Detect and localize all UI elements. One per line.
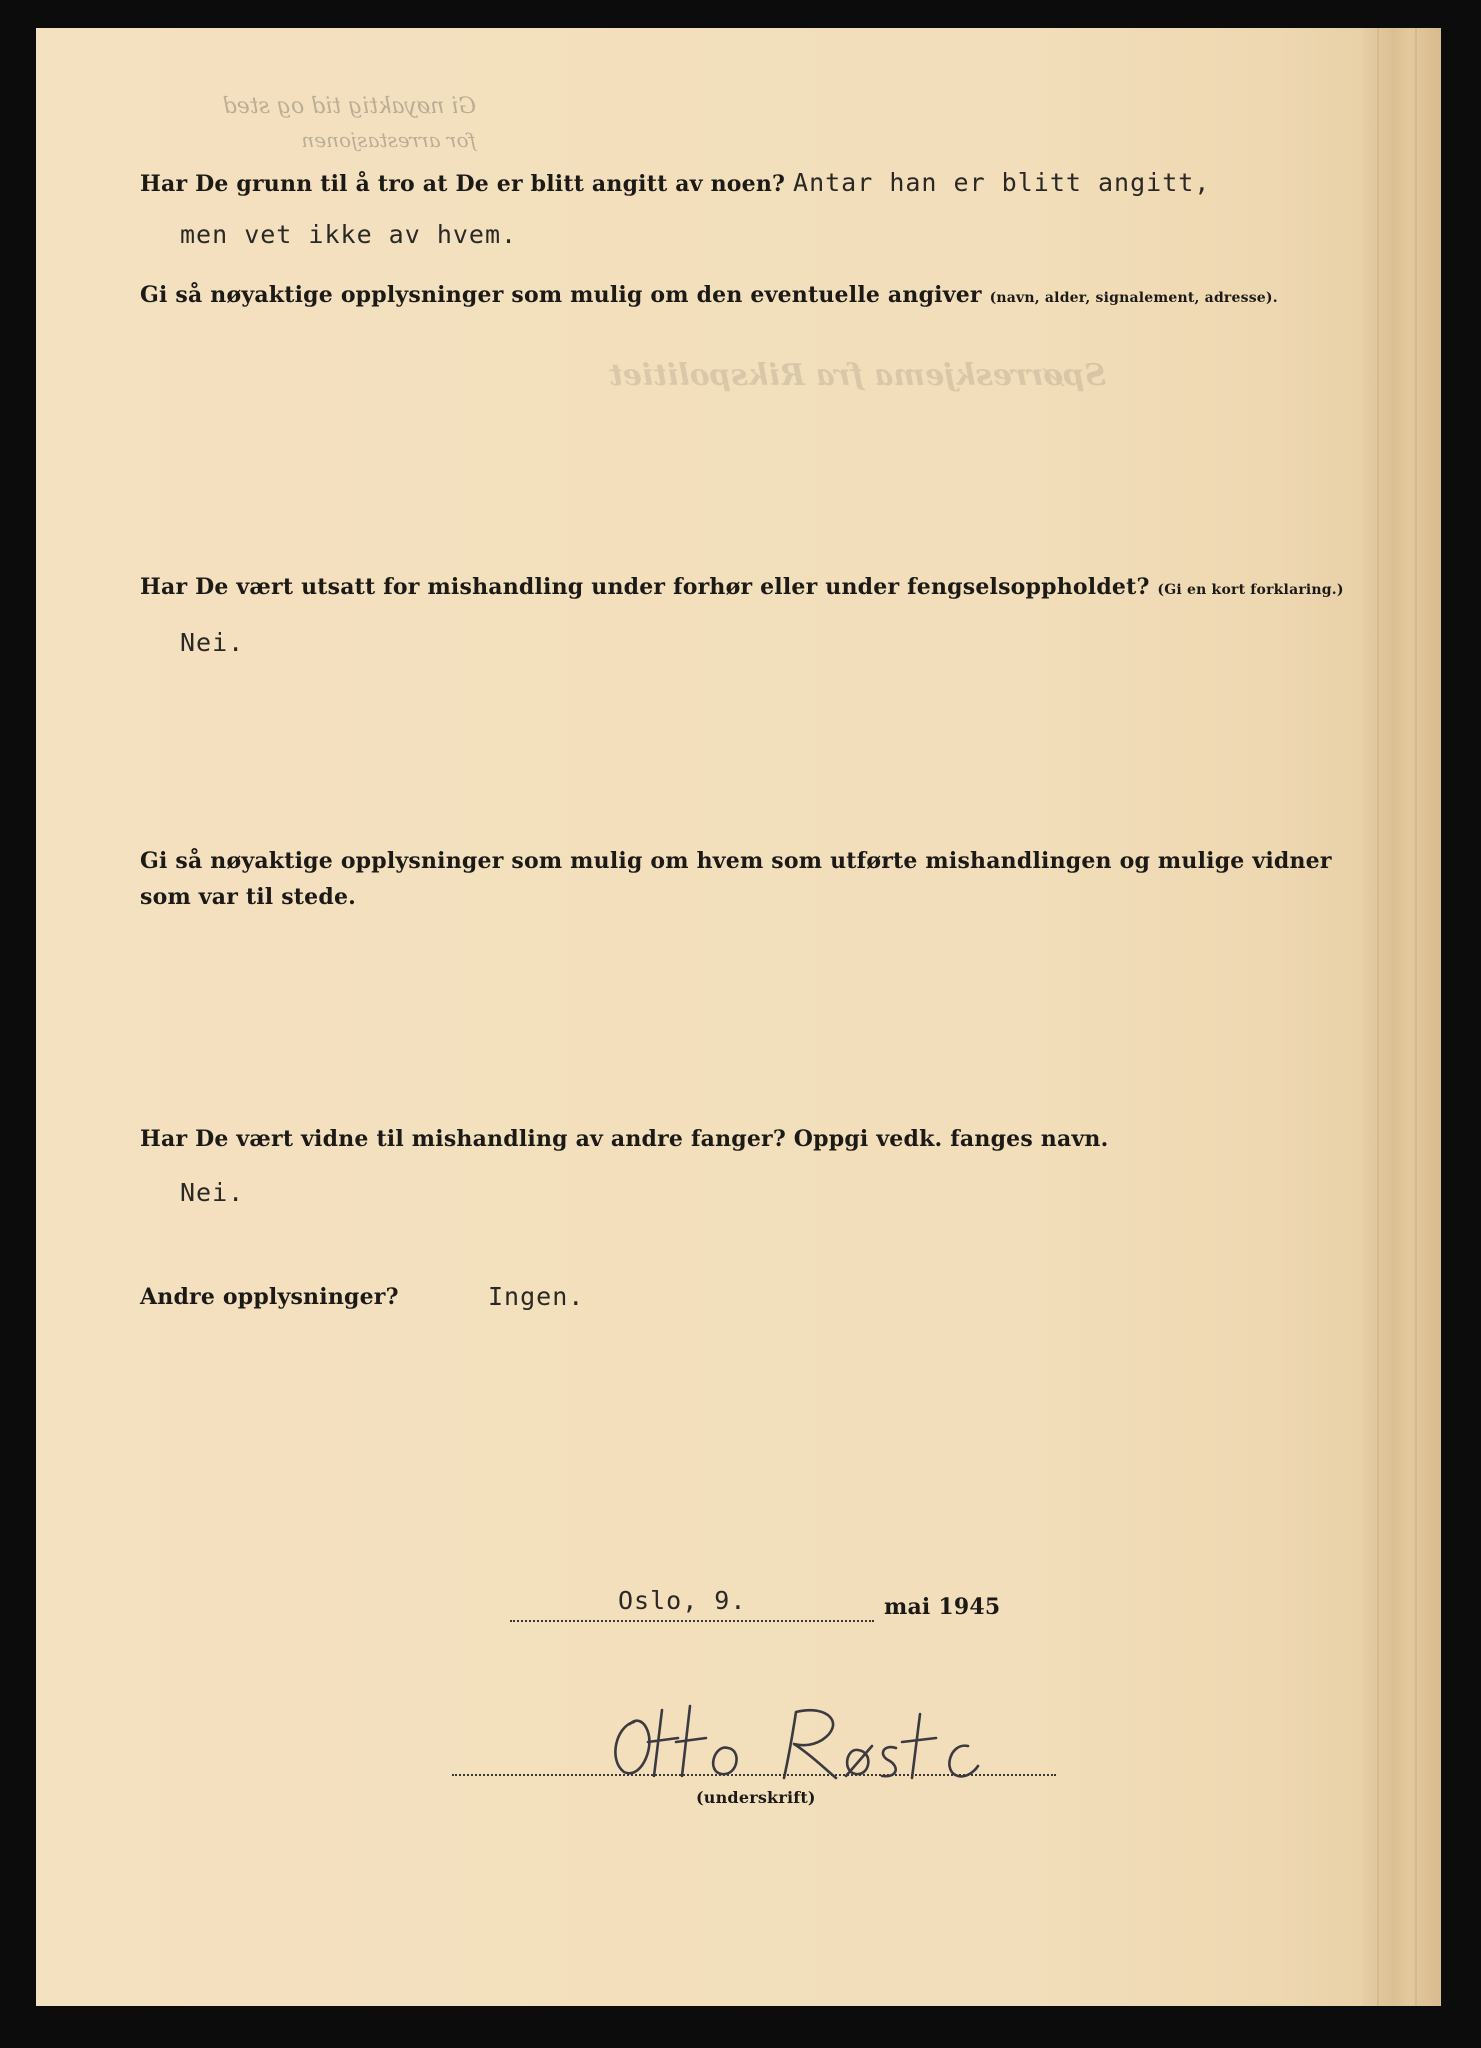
question-informant-details <box>140 282 1278 308</box>
question-other-info: Andre opplysninger? <box>140 1284 399 1310</box>
bleed-through-title: Spørreskjema fra Rikspolitiet <box>608 358 1106 393</box>
signature-dotted-line <box>452 1774 1056 1776</box>
page-edge-line <box>1415 28 1417 2006</box>
answer-denounced-line2: men vet ikke av hvem. <box>180 220 518 249</box>
question-hint: (navn, alder, signalement, adresse). <box>989 290 1278 306</box>
date-place-day: Oslo, 9. <box>618 1586 747 1615</box>
bleed-through-text: Gi nøyaktig tid og sted <box>222 94 476 119</box>
answer-denounced-line1: Antar han er blitt angitt, <box>793 168 1211 197</box>
answer-mistreatment: Nei. <box>180 628 245 657</box>
signature-caption: (underskrift) <box>696 1788 816 1807</box>
question-text: Har De vært utsatt for mishandling under forhør eller under fengselsoppholdet? <box>140 574 1150 600</box>
date-month-year: mai 1945 <box>884 1594 1001 1620</box>
page-edge-line <box>1377 28 1379 2006</box>
question-denounced <box>140 168 1210 197</box>
page-edge-shadow <box>1363 28 1441 2006</box>
question-witness: Har De vært vidne til mishandling av andre fanger? Oppgi vedk. fanges navn. <box>140 1126 1109 1152</box>
answer-other-info: Ingen. <box>488 1282 585 1311</box>
date-dotted-line <box>510 1620 874 1622</box>
document-page <box>36 28 1441 2006</box>
question-perpetrators-line2: som var til stede. <box>140 884 357 910</box>
question-text: Gi så nøyaktige opplysninger som mulig om den eventuelle angiver <box>140 282 982 308</box>
answer-witness: Nei. <box>180 1178 245 1207</box>
question-text: Har De grunn til å tro at De er blitt angitt av noen? <box>140 171 786 197</box>
bleed-through-text: for arrestasjonen <box>301 128 476 152</box>
question-mistreatment <box>140 574 1344 600</box>
question-perpetrators-line1: Gi så nøyaktige opplysninger som mulig om hvem som utførte mishandlingen og mulige vidner <box>140 848 1332 874</box>
question-hint: (Gi en kort forklaring.) <box>1157 582 1344 598</box>
